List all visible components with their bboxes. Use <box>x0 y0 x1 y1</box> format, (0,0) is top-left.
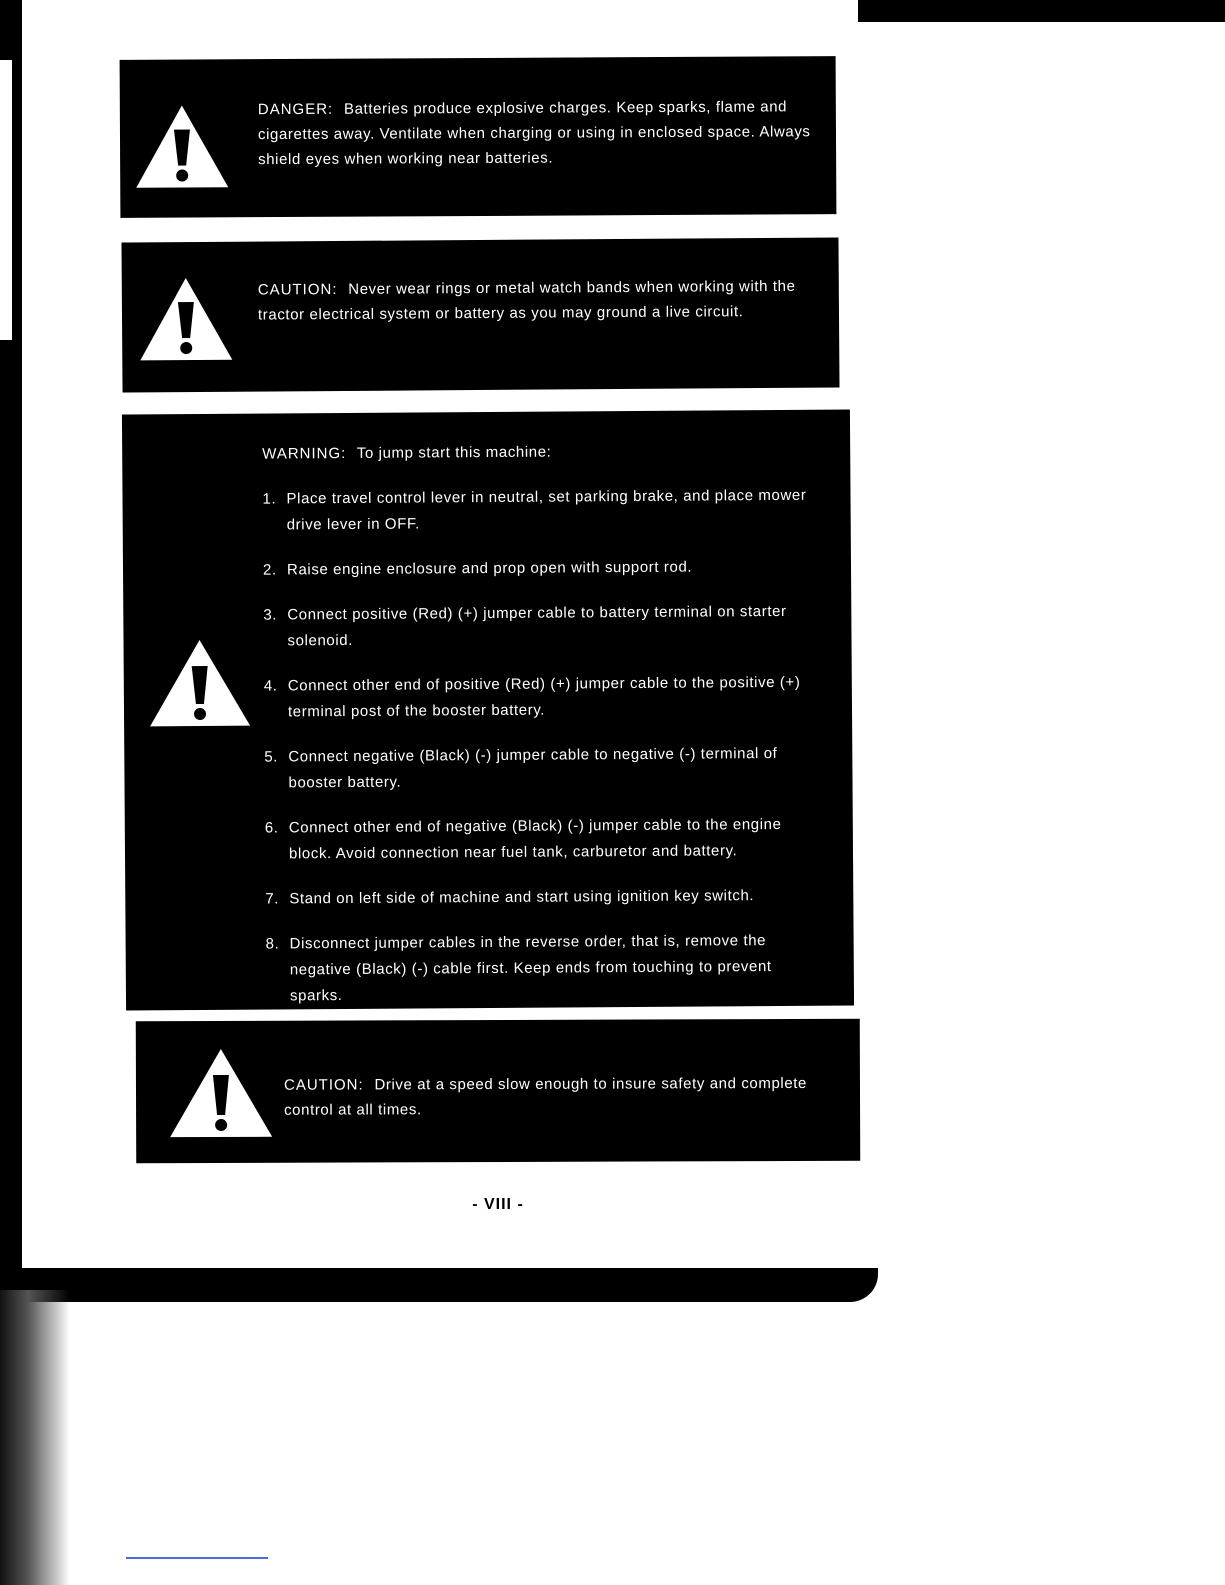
caution-text-speed <box>284 1071 840 1123</box>
scan-edge-top <box>858 0 1225 22</box>
step-number: 6. <box>264 819 279 837</box>
list-item <box>264 741 824 797</box>
step-number: 3. <box>263 606 278 624</box>
danger-notice <box>120 56 837 218</box>
danger-text <box>258 94 814 172</box>
warning-label: WARNING: <box>262 444 347 463</box>
caution-label: CAUTION: <box>283 1076 364 1094</box>
scan-shadow <box>0 1290 70 1585</box>
warning-triangle-icon <box>168 1047 274 1139</box>
caution-body: Never wear rings or metal watch bands when working with the tractor electrical system or battery as you may ground a live circuit. <box>257 277 796 324</box>
list-item <box>263 599 823 655</box>
caution-label: CAUTION: <box>257 280 338 299</box>
page-bottom-edge <box>18 1268 878 1302</box>
step-number: 4. <box>263 677 278 695</box>
step-text: Stand on left side of machine and start using ignition key switch. <box>289 887 755 908</box>
page-number: - VIII - <box>472 1196 524 1213</box>
step-text: Connect negative (Black) (-) jumper cable to negative (-) terminal of booster battery. <box>288 744 778 792</box>
warning-heading <box>262 438 822 467</box>
list-item <box>265 883 825 913</box>
list-item <box>265 812 825 868</box>
step-number: 1. <box>262 490 277 508</box>
step-number: 5. <box>264 748 279 766</box>
jump-start-steps <box>262 483 826 1010</box>
list-item <box>266 928 827 1010</box>
warning-content <box>262 438 826 1029</box>
warning-triangle-icon <box>134 103 230 190</box>
list-item <box>263 554 823 584</box>
step-text: Connect positive (Red) (+) jumper cable to battery terminal on starter solenoid. <box>287 602 787 650</box>
warning-triangle-icon <box>138 276 235 363</box>
caution-notice-electrical <box>121 237 839 392</box>
step-text: Raise engine enclosure and prop open with support rod. <box>286 558 693 579</box>
step-number: 2. <box>262 561 277 579</box>
warning-intro: To jump start this machine: <box>356 443 552 462</box>
list-item <box>262 483 822 539</box>
scan-edge-notch <box>0 60 12 340</box>
step-text: Connect other end of positive (Red) (+) jumper cable to the positive (+) terminal post of the booster battery. <box>287 673 801 721</box>
caution-body: Drive at a speed slow enough to insure safety and complete control at all times. <box>284 1074 808 1119</box>
step-number: 8. <box>265 935 280 953</box>
caution-text-electrical <box>258 274 814 328</box>
warning-triangle-icon <box>147 638 252 729</box>
caution-notice-speed <box>136 1019 860 1164</box>
list-item <box>264 670 824 726</box>
step-text: Connect other end of negative (Black) (-) jumper cable to the engine block. Avoid connection near fuel tank, carburetor and battery. <box>288 815 782 863</box>
warning-notice-jump-start <box>122 409 854 1010</box>
danger-label: DANGER: <box>257 100 334 119</box>
step-text: Disconnect jumper cables in the reverse order, that is, remove the negative (Black) (-) cable first. Keep ends from touching to prevent sparks. <box>289 932 772 1005</box>
step-text: Place travel control lever in neutral, set parking brake, and place mower drive lever in OFF. <box>286 486 807 534</box>
step-number: 7. <box>265 890 280 908</box>
danger-body: Batteries produce explosive charges. Keep sparks, flame and cigarettes away. Ventilate when charging or using in enclosed space. Always shield eyes when working near batteries. <box>257 98 811 169</box>
footer-line <box>126 1557 268 1559</box>
